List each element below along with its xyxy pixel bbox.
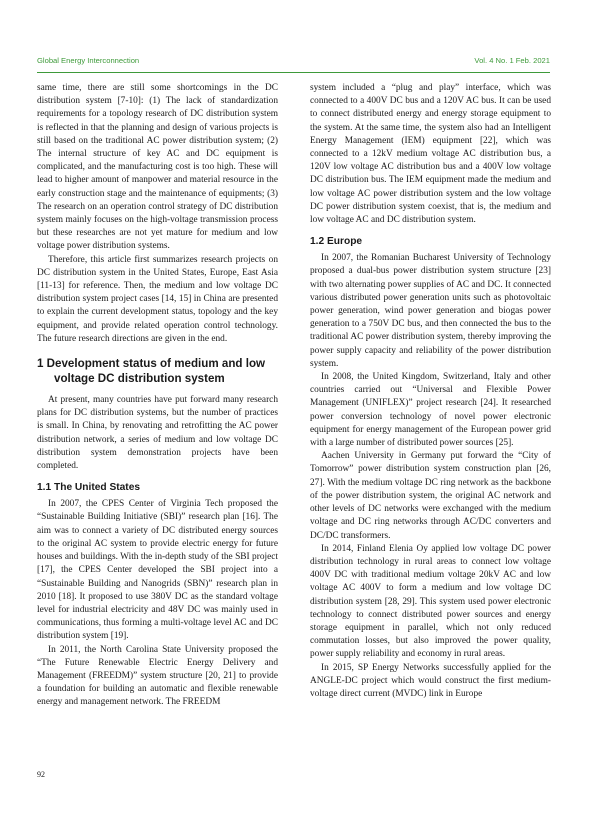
paragraph: In 2015, SP Energy Networks successfully applied for the ANGLE-DC project which would construct the first medium-voltage direct current (MVDC) link in Europe [310,662,551,699]
paragraph: Therefore, this article first summarizes research projects on DC distribution system in the United States, Europe, East Asia [11-13] for reference. Then, the medium and low voltage DC distribution system project cases [14, 15] in China are presented to explain the current development status, topology and the key equipment, and provide related operation control technology. The future research directions are given in the end. [37,254,278,344]
paragraph: In 2007, the CPES Center of Virginia Tech proposed the “Sustainable Building Initiative (SBI)” research plan [16]. The aim was to connect a variety of DC distributed energy sources to the original AC system to provide electric energy for future houses and buildings. With the in-depth study of the SBI project [17], the CPES Center developed the SBI project into a “Sustainable Building and Nanogrids (SBN)” research plan in 2010 [18]. It proposed to use 380V DC as the standard voltage level for industrial electricity and 48V DC was mainly used in communications, thus forming a multi-voltage level AC and DC distribution system [19]. [37,499,278,642]
paragraph: In 2007, the Romanian Bucharest University of Technology proposed a dual-bus power distribution system structure [23] with two alternating power supplies of AC and DC. It connected various distributed power generation units such as photovoltaic power generation, wind power generation and biogas power generation to a 750V DC bus, and then connected the bus to the traditional AC power distribution system, thereby improving the power supply capacity and reliability of the power distribution system. [310,253,551,369]
right-column [310,82,551,701]
paragraph: In 2008, the United Kingdom, Switzerland, Italy and other countries carried out “Universal and Flexible Power Management (UNIFLEX)” project research [24]. It researched power conversion technology of novel power electronic equipment for energy management of the European power grid with a large number of distributed power sources [25]. [310,372,551,449]
paragraph: system included a “plug and play” interface, which was connected to a 400V DC bus and a 120V AC bus. It can be used to connect distributed energy and energy storage equipment to the system. At the same time, the system also had an Intelligent Energy Management (IEM) equipment [22], which was connected to a 12kV medium voltage AC distribution bus, a 120V low voltage AC distribution bus and a 400V low voltage DC distribution bus. The IEM equipment made the medium and low voltage AC power distribution system and the low voltage DC power distribution system coexist, that is, the medium and low voltage AC and DC distribution system. [310,83,551,226]
section-heading-1: 1 Development status of medium and low voltage DC distribution system [37,357,266,385]
subsection-heading-1-2: 1.2 Europe [310,236,363,248]
paragraph: same time, there are still some shortcomings in the DC distribution system [7-10]: (1) The lack of standardization requirements for a topology research of DC distribution system is reflected in that the planning and design of various projects is still based on the traditional AC power distribution system; (2) The internal structure of key AC and DC equipment is complicated, and the manufacturing cost is too high. These will lead to higher amount of manpower and material resource in the early construction stage and the maintenance of equipments; (3) The research on an operation control strategy of DC distribution system mainly focuses on the high-voltage transmission process but these researches are not yet mature for medium and low voltage power distribution systems. [37,83,278,252]
paragraph: Aachen University in Germany put forward the “City of Tomorrow” power distribution system construction plan [26, 27]. With the medium voltage DC ring network as the backbone of the power distribution system, the original AC network and other levels of DC networks were exchanged with the medium voltage and DC ring networks through AC/DC converters and DC/DC transformers. [310,451,551,541]
issue-info: Vol. 4 No. 1 Feb. 2021 [474,56,550,65]
running-header [37,56,550,70]
header-rule [37,72,550,73]
paragraph: At present, many countries have put forward many research plans for DC distribution systems, but the number of practices is small. In China, by renovating and retrofitting the AC power distribution network, a series of medium and low voltage DC distribution system demonstration projects have been completed. [37,395,278,472]
left-column [37,82,278,710]
subsection-heading-1-1: 1.1 The United States [37,482,141,494]
paragraph: In 2011, the North Carolina State University proposed the “The Future Renewable Electric Energy Delivery and Management (FREEDM)” system structure [20, 21] to provide a foundation for building an automatic and flexible renewable energy and management network. The FREEDM [37,644,278,708]
journal-name: Global Energy Interconnection [37,56,140,65]
page-number: 92 [37,770,45,779]
paragraph: In 2014, Finland Elenia Oy applied low voltage DC power distribution technology in rural areas to connect low voltage 400V DC with traditional medium voltage 20kV AC and low voltage AC 400V to form a medium and low voltage DC distribution system [28, 29]. This system used power electronic technology to connect distributed power sources and energy storage equipment in parallel, which not only reduced commutation losses, but also improved the power quality, power supply reliability and economy in rural areas. [310,543,551,660]
